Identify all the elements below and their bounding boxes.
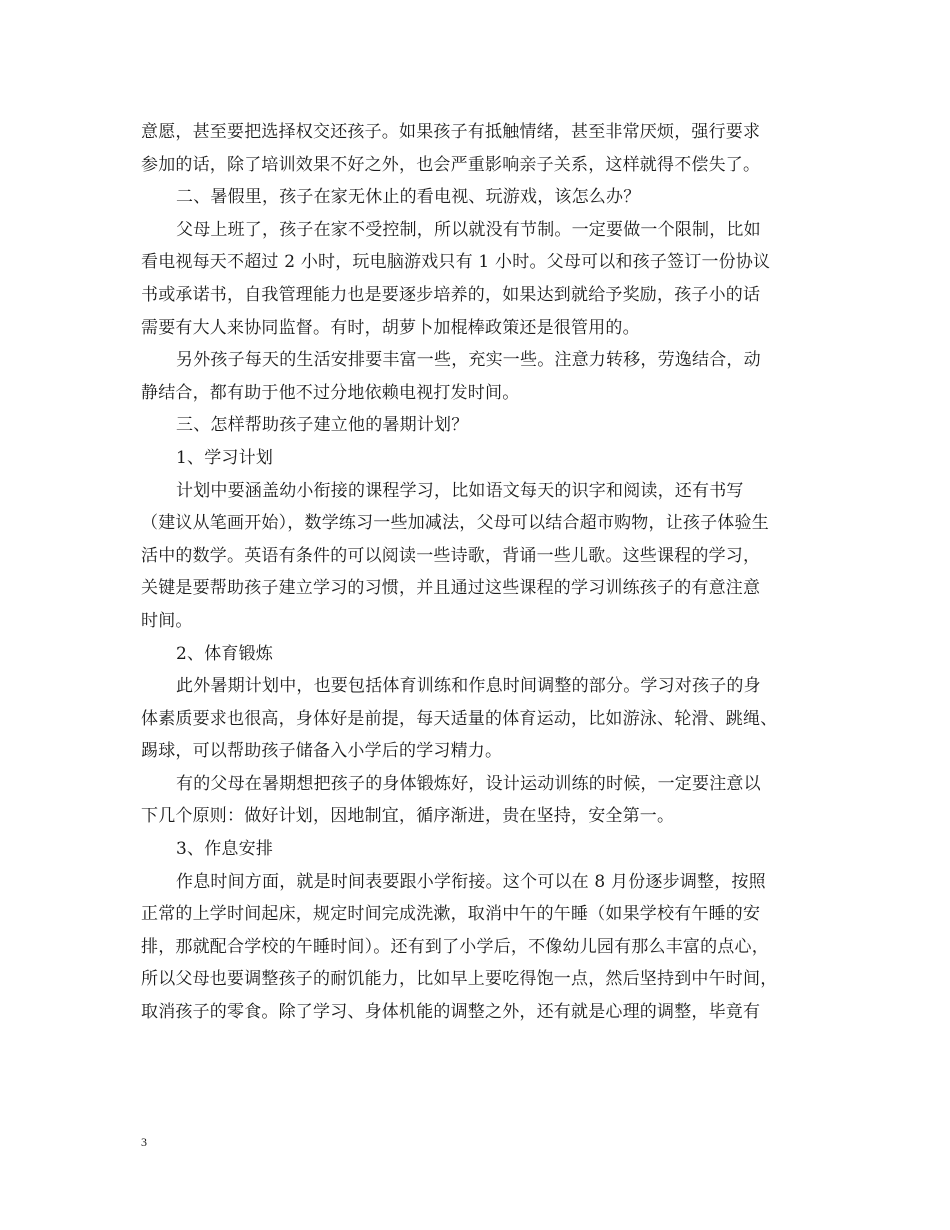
page-number: 3 (141, 1135, 147, 1149)
subsection-heading: 2、体育锻炼 (176, 643, 274, 664)
document-body (141, 116, 811, 1029)
text-line: 作息时间方面，就是时间表要跟小学衔接。这个可以在 8 月份逐步调整，按照 (176, 871, 766, 892)
text-line: 排，那就配合学校的午睡时间）。还有到了小学后，不像幼儿园有那么丰富的点心， (141, 936, 769, 957)
text-line: 所以父母也要调整孩子的耐饥能力，比如早上要吃得饱一点，然后坚持到中午时间， (141, 969, 778, 990)
text-line: 踢球，可以帮助孩子储备入小学后的学习精力。 (141, 741, 503, 762)
text-line: 计划中要涵盖幼小衔接的课程学习，比如语文每天的识字和阅读，还有书写 (176, 480, 744, 501)
text-line: 正常的上学时间起床，规定时间完成洗漱，取消中午的午睡（如果学校有午睡的安 (141, 904, 761, 925)
text-line: 另外孩子每天的生活安排要丰富一些，充实一些。注意力转移，劳逸结合，动 (176, 350, 761, 371)
text-line: 关键是要帮助孩子建立学习的习惯，并且通过这些课程的学习训练孩子的有意注意 (141, 578, 761, 599)
text-line: 书或承诺书，自我管理能力也是要逐步培养的，如果达到就给予奖励，孩子小的话 (141, 284, 761, 305)
text-line: 静结合，都有助于他不过分地依赖电视打发时间。 (141, 382, 520, 403)
text-line: 取消孩子的零食。除了学习、身体机能的调整之外，还有就是心理的调整，毕竟有 (141, 1002, 761, 1023)
text-line: （建议从笔画开始），数学练习一些加减法，父母可以结合超市购物，让孩子体验生 (141, 513, 769, 534)
section-heading: 二、暑假里，孩子在家无休止的看电视、玩游戏，该怎么办？ (176, 187, 641, 208)
text-line: 参加的话，除了培训效果不好之外，也会严重影响亲子关系，这样就得不偿失了。 (141, 154, 761, 175)
subsection-heading: 3、作息安排 (176, 839, 274, 860)
text-line: 看电视每天不超过 2 小时，玩电脑游戏只有 1 小时。父母可以和孩子签订一份协议 (141, 252, 771, 273)
text-line: 体素质要求也很高，身体好是前提，每天适量的体育运动，比如游泳、轮滑、跳绳、 (141, 708, 778, 729)
text-line: 活中的数学。英语有条件的可以阅读一些诗歌，背诵一些儿歌。这些课程的学习， (141, 545, 761, 566)
text-line: 此外暑期计划中，也要包括体育训练和作息时间调整的部分。学习对孩子的身 (176, 676, 761, 697)
section-heading: 三、怎样帮助孩子建立他的暑期计划？ (176, 415, 469, 436)
text-line: 下几个原则：做好计划，因地制宜，循序渐进，贵在坚持，安全第一。 (141, 806, 675, 827)
text-line: 父母上班了，孩子在家不受控制，所以就没有节制。一定要做一个限制，比如 (176, 219, 761, 240)
text-line: 需要有大人来协同监督。有时，胡萝卜加棍棒政策还是很管用的。 (141, 317, 640, 338)
subsection-heading: 1、学习计划 (176, 447, 274, 468)
text-line: 时间。 (141, 610, 193, 631)
text-line: 意愿，甚至要把选择权交还孩子。如果孩子有抵触情绪，甚至非常厌烦，强行要求 (141, 122, 761, 142)
text-line: 有的父母在暑期想把孩子的身体锻炼好，设计运动训练的时候，一定要注意以 (176, 773, 761, 794)
